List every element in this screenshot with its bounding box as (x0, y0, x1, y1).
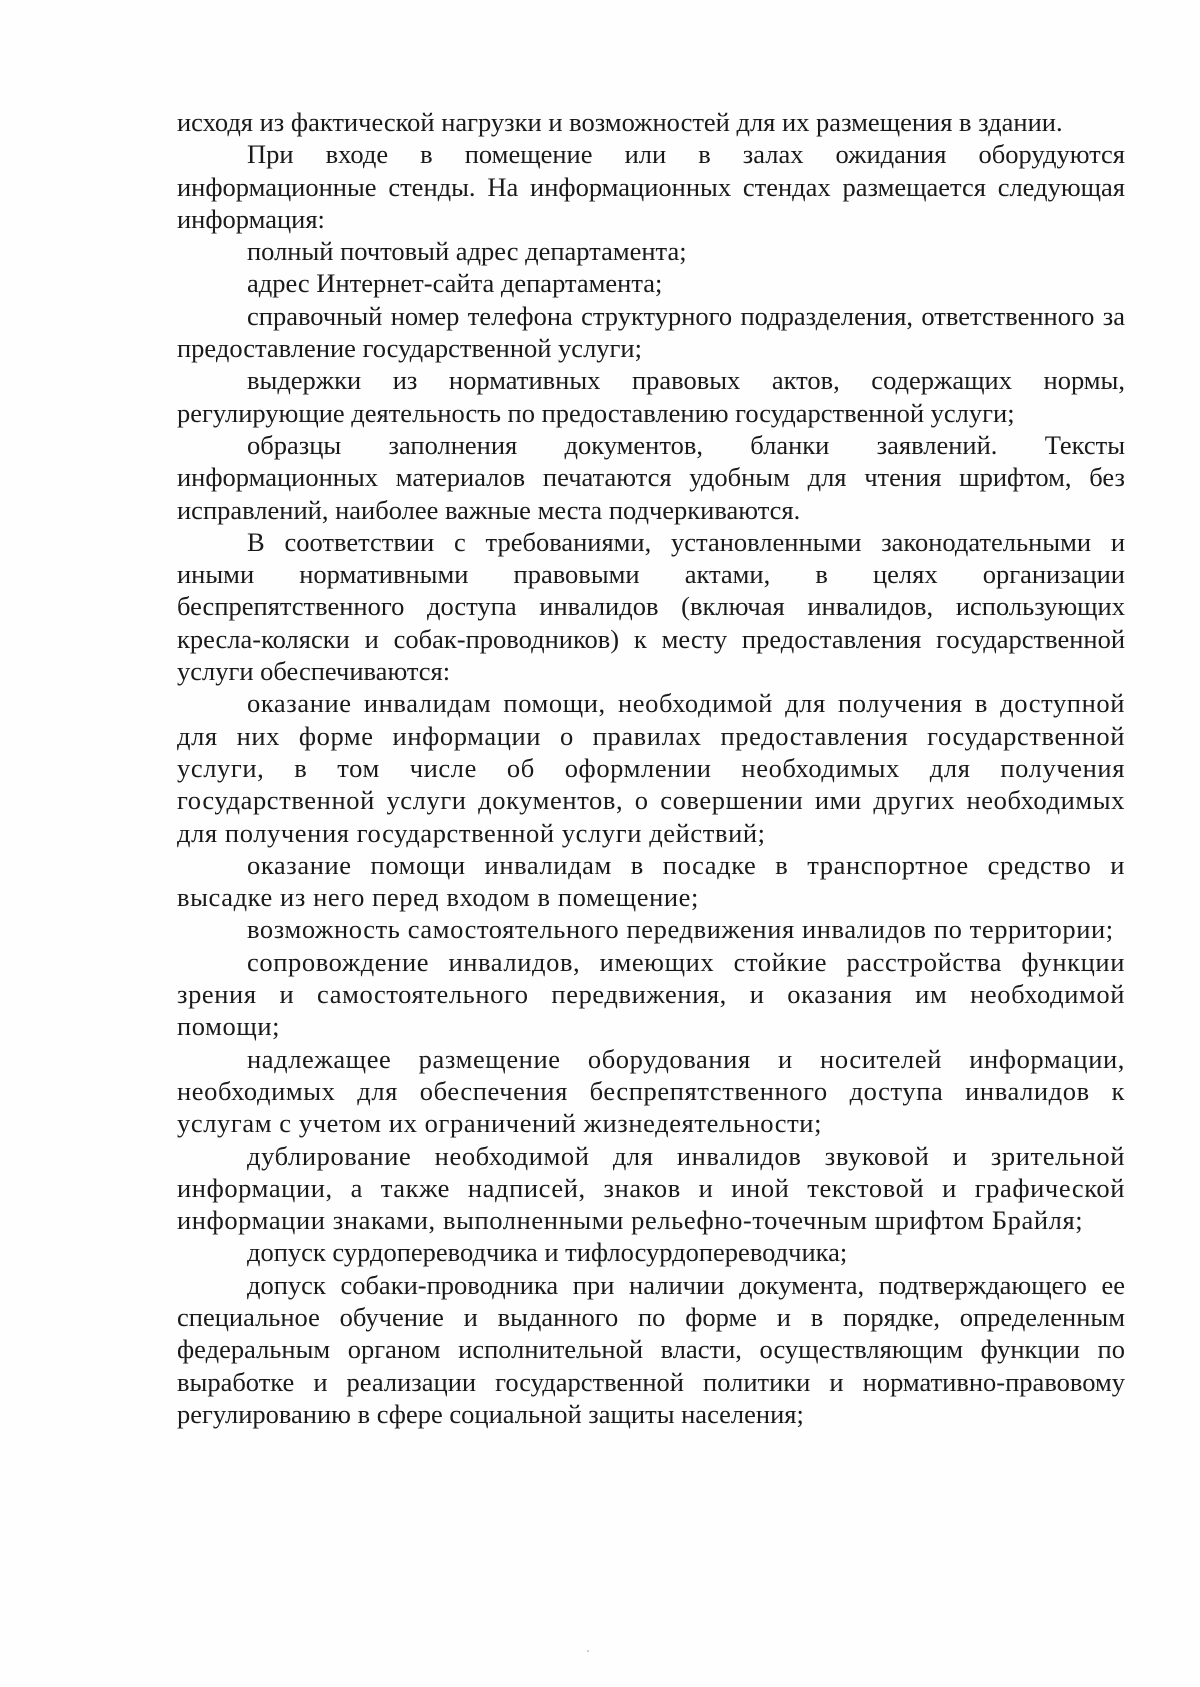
paragraph-info-stands: При входе в помещение или в залах ожидания оборудуются информационные стенды. На информационных стендах размещается следующая информация: (177, 139, 1125, 234)
list-item-legal-excerpts: выдержки из нормативных правовых актов, содержащих нормы, регулирующие деятельность по предоставлению государственной услуги; (177, 365, 1125, 428)
list-item-braille-duplication: дублирование необходимой для инвалидов звуковой и зрительной информации, а также надписей, знаков и иной текстовой и графической информации знаками, выполненными рельефно-точечным шрифтом Брайля; (177, 1140, 1125, 1236)
list-item-guide-dog-admission: допуск собаки-проводника при наличии документа, подтверждающего ее специальное обучение и выданного по форме и в порядке, определенным федеральным органом исполнительной власти, осуществляющим функции по выработке и реализации государственной политики и нормативно-правовому регулированию в сфере социальной защиты населения; (177, 1269, 1125, 1429)
paragraph-accessibility: В соответствии с требованиями, установленными законодательными и иными нормативными правовыми актами, в целях организации беспрепятственного доступа инвалидов (включая инвалидов, использующих кресла-коляски и собак-проводников) к месту предоставления государственной услуги обеспечиваются: (177, 526, 1125, 687)
list-item-interpreter-admission: допуск сурдопереводчика и тифлосурдопереводчика; (247, 1237, 848, 1268)
list-item-transport-help: оказание помощи инвалидам в посадке в транспортное средство и высадке из него перед входом в помещение; (177, 849, 1125, 913)
list-item-information-help: оказание инвалидам помощи, необходимой для получения в доступной для них форме информации о правилах предоставления государственной услуги, в том числе об оформлении необходимых для получения государственной услуги документов, о совершении ими других необходимых для получения государственной услуги действий; (177, 688, 1125, 848)
list-item-independent-movement: возможность самостоятельного передвижения инвалидов по территории; (247, 914, 1114, 945)
scan-speck (587, 1650, 589, 1652)
list-item-equipment-placement: надлежащее размещение оборудования и носителей информации, необходимых для обеспечения беспрепятственного доступа инвалидов к услугам с учетом их ограничений жизнедеятельности; (177, 1043, 1125, 1139)
list-item-website-address: адрес Интернет-сайта департамента; (247, 268, 663, 299)
list-item-escort: сопровождение инвалидов, имеющих стойкие расстройства функции зрения и самостоятельного передвижения, и оказания им необходимой помощи; (177, 946, 1125, 1042)
paragraph-continuation: исходя из фактической нагрузки и возможностей для их размещения в здании. (177, 107, 1063, 137)
list-item-postal-address: полный почтовый адрес департамента; (247, 236, 687, 267)
list-item-form-samples: образцы заполнения документов, бланки заявлений. Тексты информационных материалов печатаются удобным для чтения шрифтом, без исправлений, наиболее важные места подчеркиваются. (177, 429, 1125, 525)
document-body (177, 106, 1125, 1430)
list-item-phone-number: справочный номер телефона структурного подразделения, ответственного за предоставление государственной услуги; (177, 300, 1125, 364)
